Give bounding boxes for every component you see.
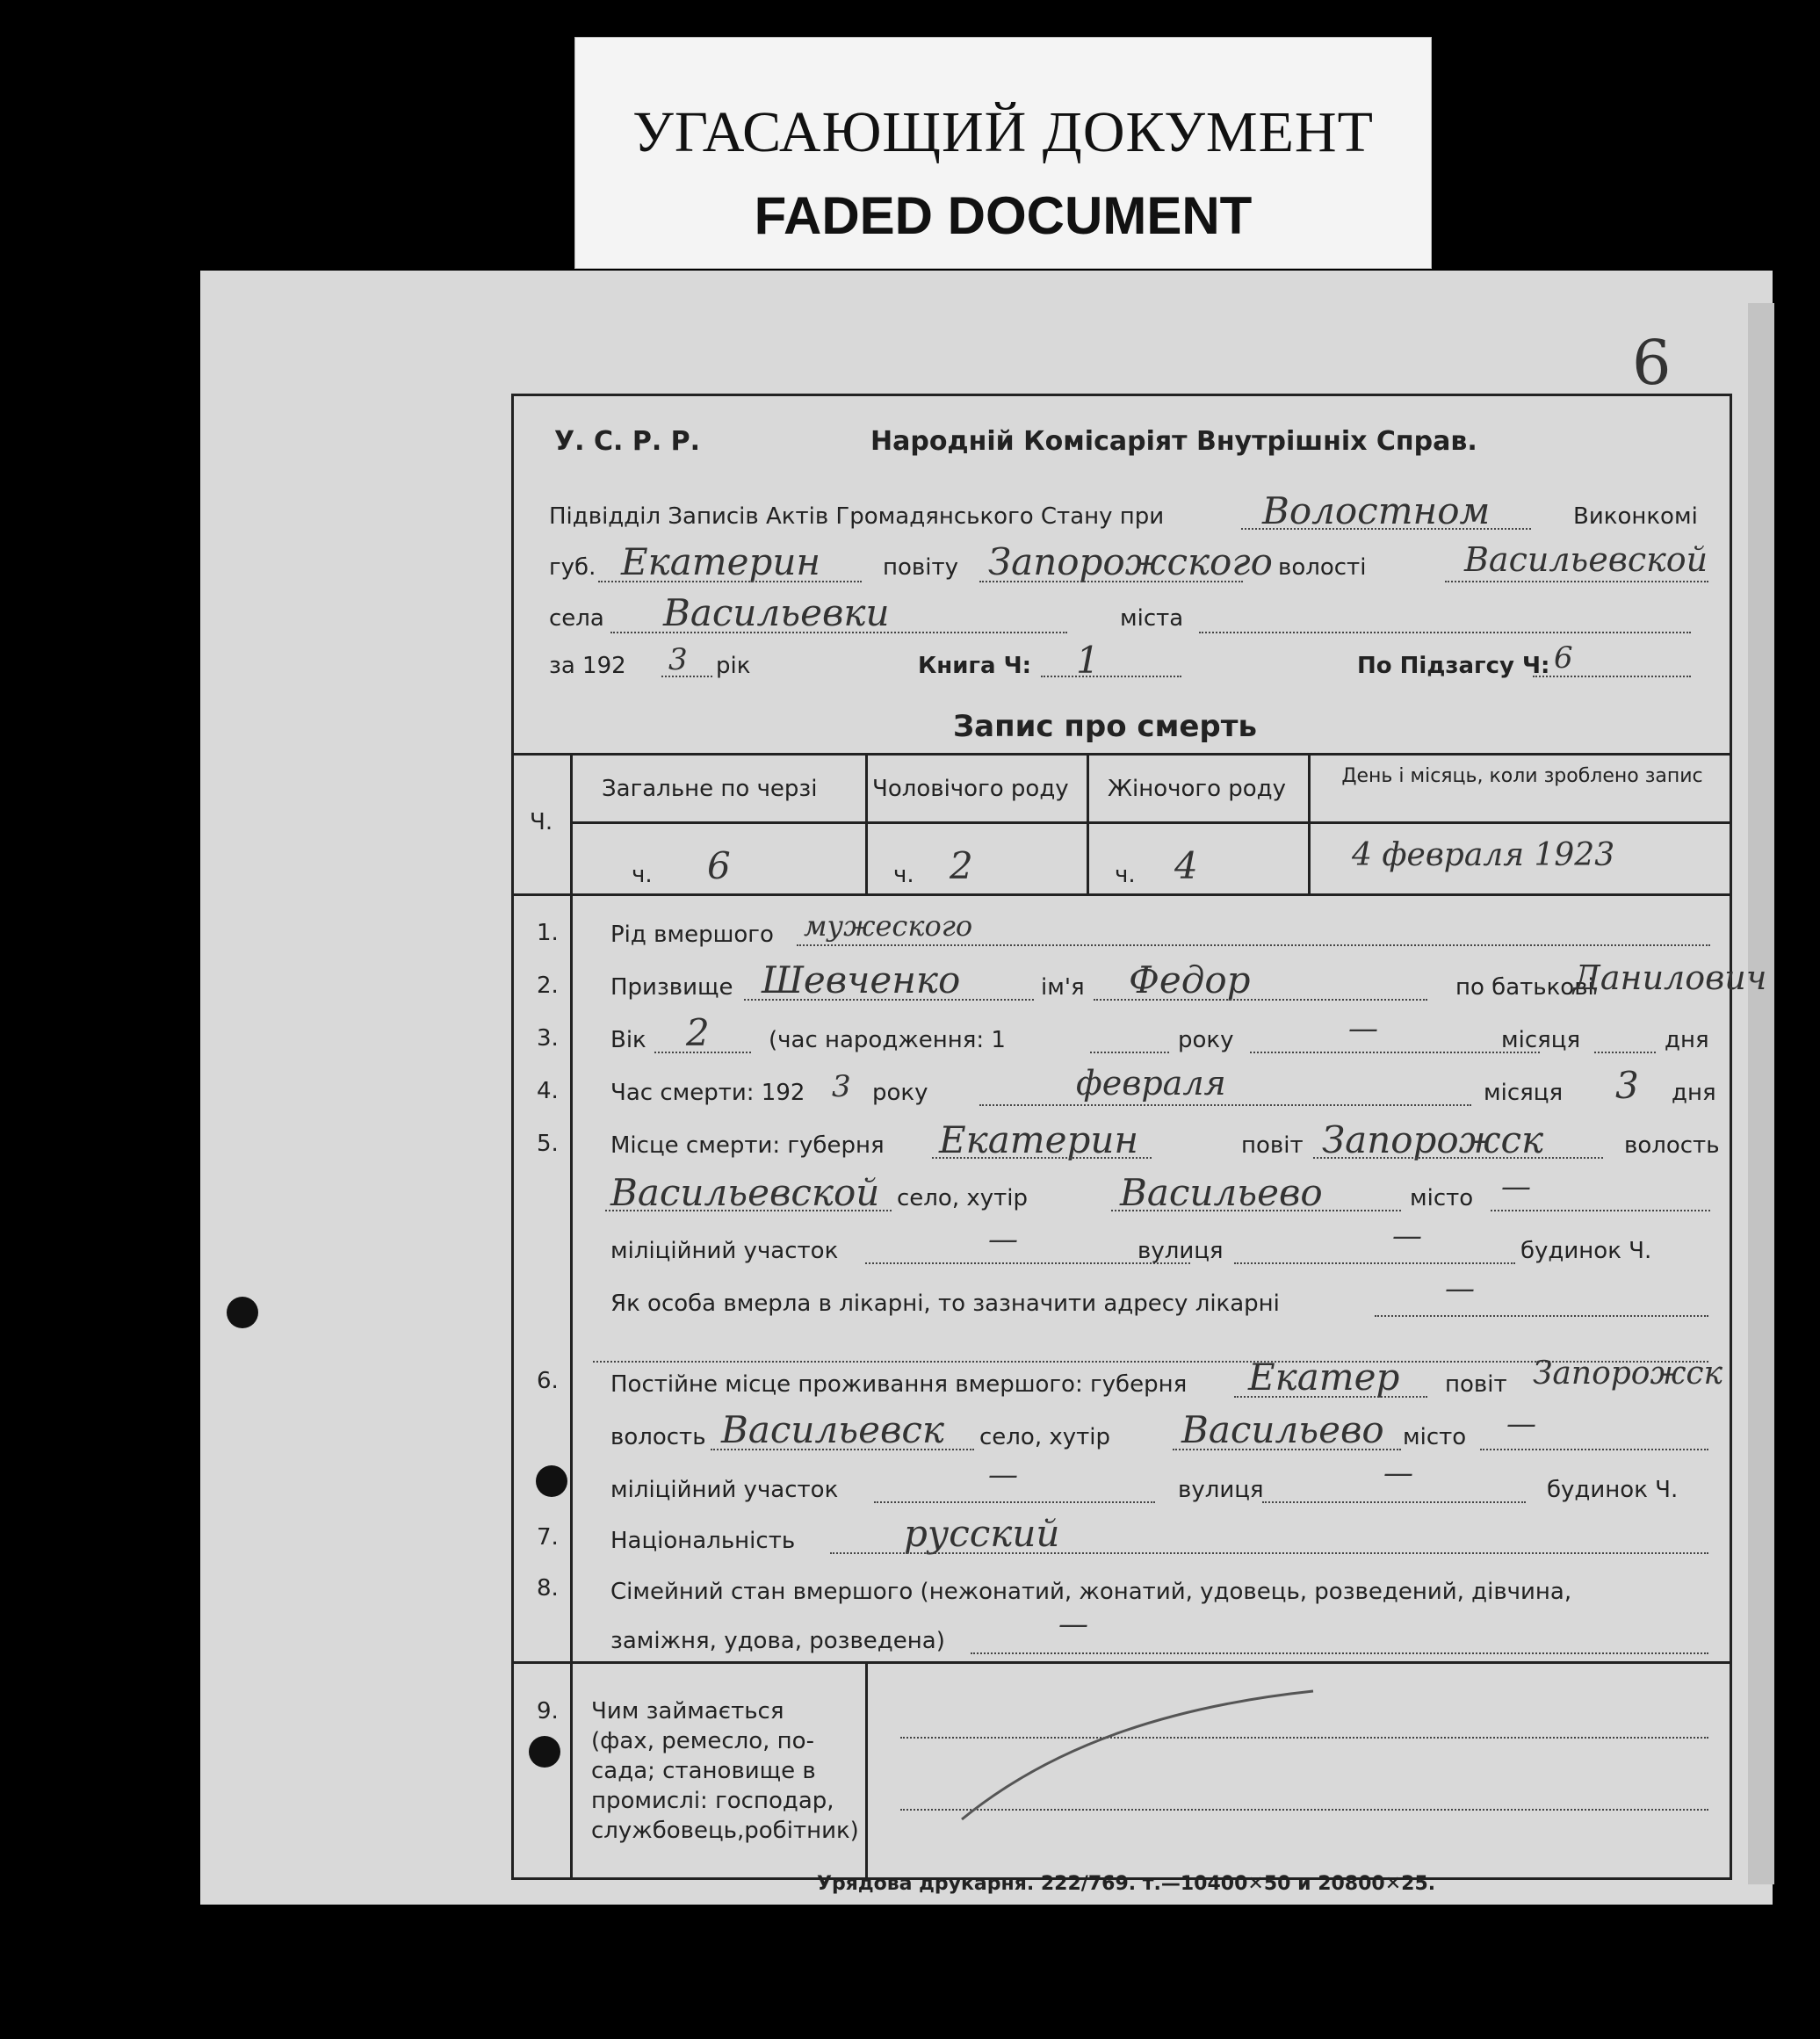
volost-word: волость xyxy=(1624,1132,1720,1159)
subregister-label: По Підзагсу Ч: xyxy=(1357,653,1550,679)
table-border xyxy=(514,753,1730,756)
field-line xyxy=(605,1210,892,1211)
hospital-label: Як особа вмерла в лікарні, то зазначити адресу лікарні xyxy=(610,1291,1280,1317)
female-value: 4 xyxy=(1174,844,1198,887)
year-word: року xyxy=(872,1080,928,1106)
death-day-value: 3 xyxy=(1615,1064,1639,1107)
field-line xyxy=(1533,676,1691,677)
ch-prefix: ч. xyxy=(1115,862,1136,888)
death-month-value: февраля xyxy=(1076,1064,1226,1103)
ch-prefix: ч. xyxy=(893,862,914,888)
field-line xyxy=(1445,581,1708,582)
volost-word2: волость xyxy=(610,1424,706,1450)
row-number: 5. xyxy=(537,1131,559,1157)
date-value: 4 февраля 1923 xyxy=(1352,837,1615,873)
table-border xyxy=(570,821,1730,824)
povit-word: повіт xyxy=(1241,1132,1304,1159)
field-line xyxy=(830,1552,1708,1554)
occupation-label-5: службовець,робітник) xyxy=(591,1818,859,1844)
male-value: 2 xyxy=(950,844,973,887)
occupation-label-3: сада; становище в xyxy=(591,1758,816,1784)
year-word: року xyxy=(1178,1027,1234,1053)
marital-label-2: заміжня, удова, розведена) xyxy=(610,1628,945,1654)
res-misto-dash: — xyxy=(1506,1406,1536,1442)
field-line xyxy=(1090,1052,1169,1053)
executive-label: Виконкомі xyxy=(1573,503,1698,530)
patronymic-value: Данилович xyxy=(1573,958,1767,997)
field-line xyxy=(1262,1501,1526,1503)
misto-word: місто xyxy=(1403,1424,1467,1450)
year-digit: 3 xyxy=(668,642,688,677)
col-ch: Ч. xyxy=(530,809,553,835)
subdivision-value: Волостном xyxy=(1262,489,1491,532)
surname-label: Призвище xyxy=(610,974,733,1001)
house-word: будинок Ч. xyxy=(1547,1477,1679,1503)
day-word: дня xyxy=(1672,1080,1716,1106)
militia-label: міліційний участок xyxy=(610,1477,839,1503)
birth-month-dash: — xyxy=(1348,1011,1378,1046)
field-line xyxy=(932,1157,1152,1159)
res-volost-value: Васильевск xyxy=(721,1408,944,1451)
field-line xyxy=(971,1652,1708,1654)
label-english: FADED DOCUMENT xyxy=(754,186,1253,245)
field-line xyxy=(598,581,862,582)
death-gub-value: Екатерин xyxy=(939,1118,1139,1161)
death-misto-dash: — xyxy=(1501,1169,1531,1204)
paper-edge xyxy=(1748,303,1774,1884)
year-prefix: за 192 xyxy=(549,653,626,679)
field-line xyxy=(1234,1262,1515,1264)
field-line xyxy=(610,632,1067,633)
binding-hole xyxy=(227,1297,258,1328)
death-time-label: Час смерти: 192 xyxy=(610,1080,805,1106)
occupation-label-1: Чим займається xyxy=(591,1698,784,1724)
printer-footer: Урядова друкарня. 222/769. т.—10400✕50 и 20800✕25. xyxy=(817,1873,1436,1895)
day-word: дня xyxy=(1665,1027,1709,1053)
death-place-label: Місце смерти: губерня xyxy=(610,1132,885,1159)
year-suffix: рік xyxy=(716,653,751,679)
row-number: 4. xyxy=(537,1078,559,1104)
table-border xyxy=(514,893,1730,896)
field-line xyxy=(1234,1396,1427,1398)
rid-label: Рід вмершого xyxy=(610,922,774,948)
selo-khutir: село, хутір xyxy=(897,1185,1028,1211)
field-line xyxy=(797,944,1710,946)
misto-word: місто xyxy=(1410,1185,1474,1211)
hospital-dash: — xyxy=(1445,1271,1475,1306)
field-line xyxy=(744,999,1034,1001)
rid-value: мужеского xyxy=(804,909,973,943)
row-number: 8. xyxy=(537,1575,559,1602)
death-volost-value: Васильевской xyxy=(610,1171,880,1214)
death-record-form xyxy=(511,394,1767,1880)
misto-label: міста xyxy=(1120,605,1184,632)
field-line xyxy=(1313,1157,1603,1159)
res-street-dash: — xyxy=(1383,1456,1413,1491)
marital-label: Сімейний стан вмершого (нежонатий, жонатий, удовець, розведений, дівчина, xyxy=(610,1579,1572,1605)
povit-value: Запорожского xyxy=(988,540,1273,583)
street-word: вулиця xyxy=(1178,1477,1264,1503)
ch-prefix: ч. xyxy=(632,862,653,888)
commissariat-header: Народній Комісаріят Внутрішніх Справ. xyxy=(870,426,1477,457)
name-value: Федор xyxy=(1129,958,1251,1001)
res-selo-value: Васильево xyxy=(1181,1408,1384,1451)
table-border xyxy=(514,1661,1730,1664)
marital-dash: — xyxy=(1058,1607,1088,1642)
row-number: 9. xyxy=(537,1698,559,1724)
col-date: День і місяць, коли зроблено запис xyxy=(1341,765,1703,787)
row-number: 1. xyxy=(537,920,559,946)
death-povit-value: Запорожск xyxy=(1322,1118,1544,1161)
field-line xyxy=(1491,1210,1710,1211)
col-general: Загальне по черзі xyxy=(602,776,818,802)
house-word: будинок Ч. xyxy=(1520,1238,1652,1264)
republic-header: У. С. Р. Р. xyxy=(554,426,701,457)
row-number: 7. xyxy=(537,1524,559,1551)
table-border xyxy=(865,1661,868,1877)
field-line xyxy=(1111,1210,1401,1211)
field-line xyxy=(654,1052,751,1053)
death-militia-dash: — xyxy=(988,1222,1018,1257)
militia-label: міліційний участок xyxy=(610,1238,839,1264)
field-line xyxy=(1173,1449,1401,1450)
field-line xyxy=(979,581,1243,582)
occupation-label-2: (фах, ремесло, по- xyxy=(591,1728,814,1754)
occupation-strikethrough-stroke xyxy=(953,1688,1322,1828)
gub-value: Екатерин xyxy=(621,540,821,583)
field-line xyxy=(1594,1052,1656,1053)
patronymic-label: по батькові xyxy=(1455,974,1594,1001)
row-number: 3. xyxy=(537,1025,559,1052)
field-line xyxy=(1094,999,1427,1001)
death-selo-value: Васильево xyxy=(1120,1171,1323,1214)
age-value: 2 xyxy=(686,1011,710,1054)
month-word: місяця xyxy=(1501,1027,1581,1053)
field-line xyxy=(1480,1449,1708,1450)
nationality-value: русский xyxy=(904,1512,1060,1555)
row-number: 2. xyxy=(537,973,559,999)
row-number: 6. xyxy=(537,1368,559,1394)
surname-value: Шевченко xyxy=(762,958,961,1001)
res-gub-value: Екатер xyxy=(1248,1356,1400,1399)
field-line xyxy=(1241,528,1531,530)
field-line xyxy=(1250,1052,1540,1053)
res-povit-value: Запорожск xyxy=(1533,1356,1723,1392)
death-year-digit: 3 xyxy=(832,1069,851,1104)
residence-label: Постійне місце проживання вмершого: губерня xyxy=(610,1371,1188,1398)
book-value: 1 xyxy=(1076,639,1100,682)
selo-khutir: село, хутір xyxy=(979,1424,1110,1450)
age-label: Вік xyxy=(610,1027,646,1053)
subregister-value: 6 xyxy=(1554,640,1573,676)
field-line xyxy=(1199,632,1691,633)
subdivision-label: Підвідділ Записів Актів Громадянського Стану при xyxy=(549,503,1165,530)
month-word: місяця xyxy=(1484,1080,1564,1106)
gub-label: губ. xyxy=(549,554,596,581)
general-value: 6 xyxy=(707,844,731,887)
label-russian: УГАСАЮЩИЙ ДОКУМЕНТ xyxy=(632,100,1374,164)
selo-value: Васильевки xyxy=(663,591,890,634)
faded-document-label xyxy=(574,37,1432,269)
res-militia-dash: — xyxy=(988,1457,1018,1493)
birth-label: (час народження: 1 xyxy=(769,1027,1006,1053)
book-label: Книга Ч: xyxy=(918,653,1032,679)
povit-word: повіт xyxy=(1445,1371,1507,1398)
povit-label: повіту xyxy=(883,554,958,581)
page-number: 6 xyxy=(1632,327,1672,399)
form-title: Запис про смерть xyxy=(953,709,1257,744)
field-line xyxy=(1041,676,1181,677)
field-line xyxy=(979,1104,1471,1106)
table-border xyxy=(570,893,573,1877)
volost-value: Васильевской xyxy=(1464,540,1708,579)
street-word: вулиця xyxy=(1138,1238,1224,1264)
nationality-label: Національність xyxy=(610,1528,796,1554)
name-label: ім'я xyxy=(1041,974,1085,1001)
field-line xyxy=(661,676,712,677)
death-street-dash: — xyxy=(1392,1218,1422,1254)
col-female: Жіночого роду xyxy=(1108,776,1287,802)
volost-label: волості xyxy=(1278,554,1367,581)
field-line xyxy=(711,1449,974,1450)
field-line xyxy=(1375,1315,1708,1317)
col-male: Чоловічого роду xyxy=(872,776,1069,802)
field-line xyxy=(874,1501,1155,1503)
occupation-label-4: промислі: господар, xyxy=(591,1788,834,1814)
selo-label: села xyxy=(549,605,604,632)
